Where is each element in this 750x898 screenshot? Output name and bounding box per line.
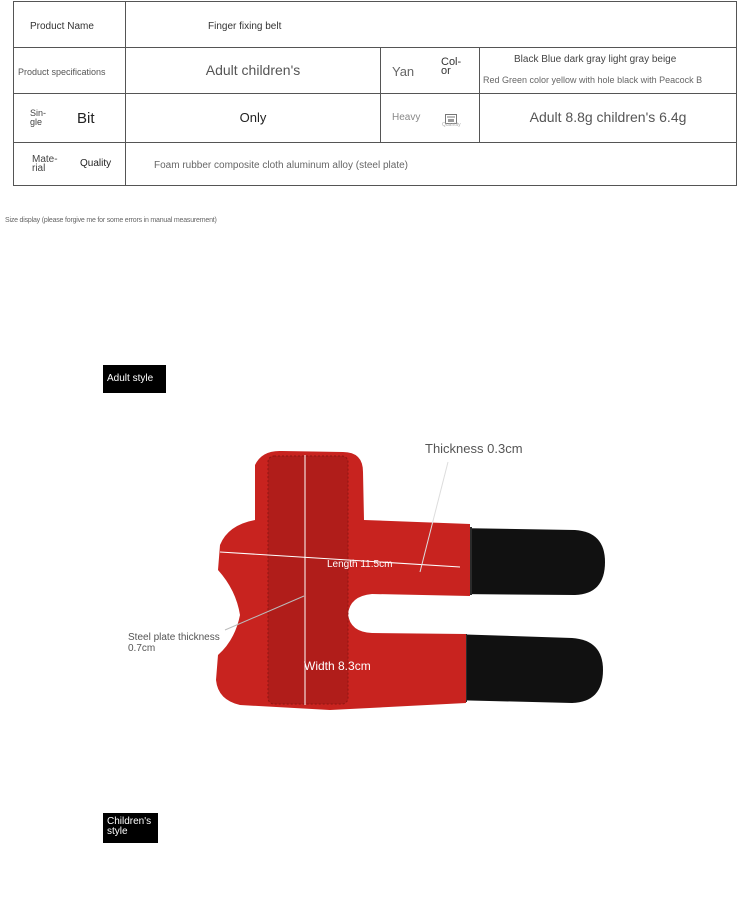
spec-value: Adult children's <box>205 61 301 78</box>
color-line-2: Red Green color yellow with hole black with Peacock B <box>483 75 703 85</box>
unit-label-cell <box>14 94 126 143</box>
children-style-tag: Children's style <box>103 813 158 843</box>
material-label-cell <box>14 143 126 186</box>
material-label-quality: Quality <box>80 158 112 169</box>
upper-strap <box>455 528 605 595</box>
weight-label-heavy: Heavy <box>392 112 421 123</box>
spec-label-cell <box>14 48 126 94</box>
weight-label-quantity: Quantity <box>442 122 461 128</box>
thickness-annotation: Thickness 0.3cm <box>425 441 523 456</box>
material-value: Foam rubber composite cloth aluminum alloy (steel plate) <box>154 160 408 171</box>
spec-label: Product specifications <box>18 66 106 77</box>
adult-style-tag: Adult style <box>103 365 166 393</box>
color-line-1: Black Blue dark gray light gray beige <box>514 54 677 65</box>
spec-table <box>13 1 737 186</box>
color-value-cell <box>480 48 737 94</box>
material-label-mate: Mate- rial <box>32 154 58 174</box>
size-caption: Size display (please forgive me for some errors in manual measurement) <box>5 217 217 224</box>
weight-value: Adult 8.8g children's 6.4g <box>529 109 687 125</box>
product-name-value: Finger fixing belt <box>208 20 282 32</box>
row-product-name <box>14 2 737 48</box>
finger-belt-image <box>0 420 750 730</box>
color-label-yan: Yan <box>392 64 415 79</box>
color-label-or: Col- or <box>441 56 462 77</box>
steel-plate-annotation: Steel plate thickness 0.7cm <box>128 632 220 654</box>
unit-value-cell <box>126 94 381 143</box>
width-annotation: Width 8.3cm <box>304 659 371 673</box>
unit-value: Only <box>239 110 267 125</box>
material-value-cell <box>126 143 737 186</box>
lower-strap <box>450 634 603 703</box>
color-label-cell <box>381 48 480 94</box>
product-name-value-cell <box>126 2 737 48</box>
row-specifications <box>14 48 737 94</box>
row-material <box>14 143 737 186</box>
length-annotation: Length 11.5cm <box>327 559 393 570</box>
spec-value-cell <box>126 48 381 94</box>
weight-label-cell <box>381 94 480 143</box>
weight-value-cell <box>480 94 737 143</box>
unit-label-single: Sin- gle <box>30 108 47 127</box>
row-unit <box>14 94 737 143</box>
scale-icon <box>445 111 457 121</box>
product-name-label: Product Name <box>30 20 94 32</box>
unit-label-bit: Bit <box>77 110 95 127</box>
product-name-label-cell <box>14 2 126 48</box>
